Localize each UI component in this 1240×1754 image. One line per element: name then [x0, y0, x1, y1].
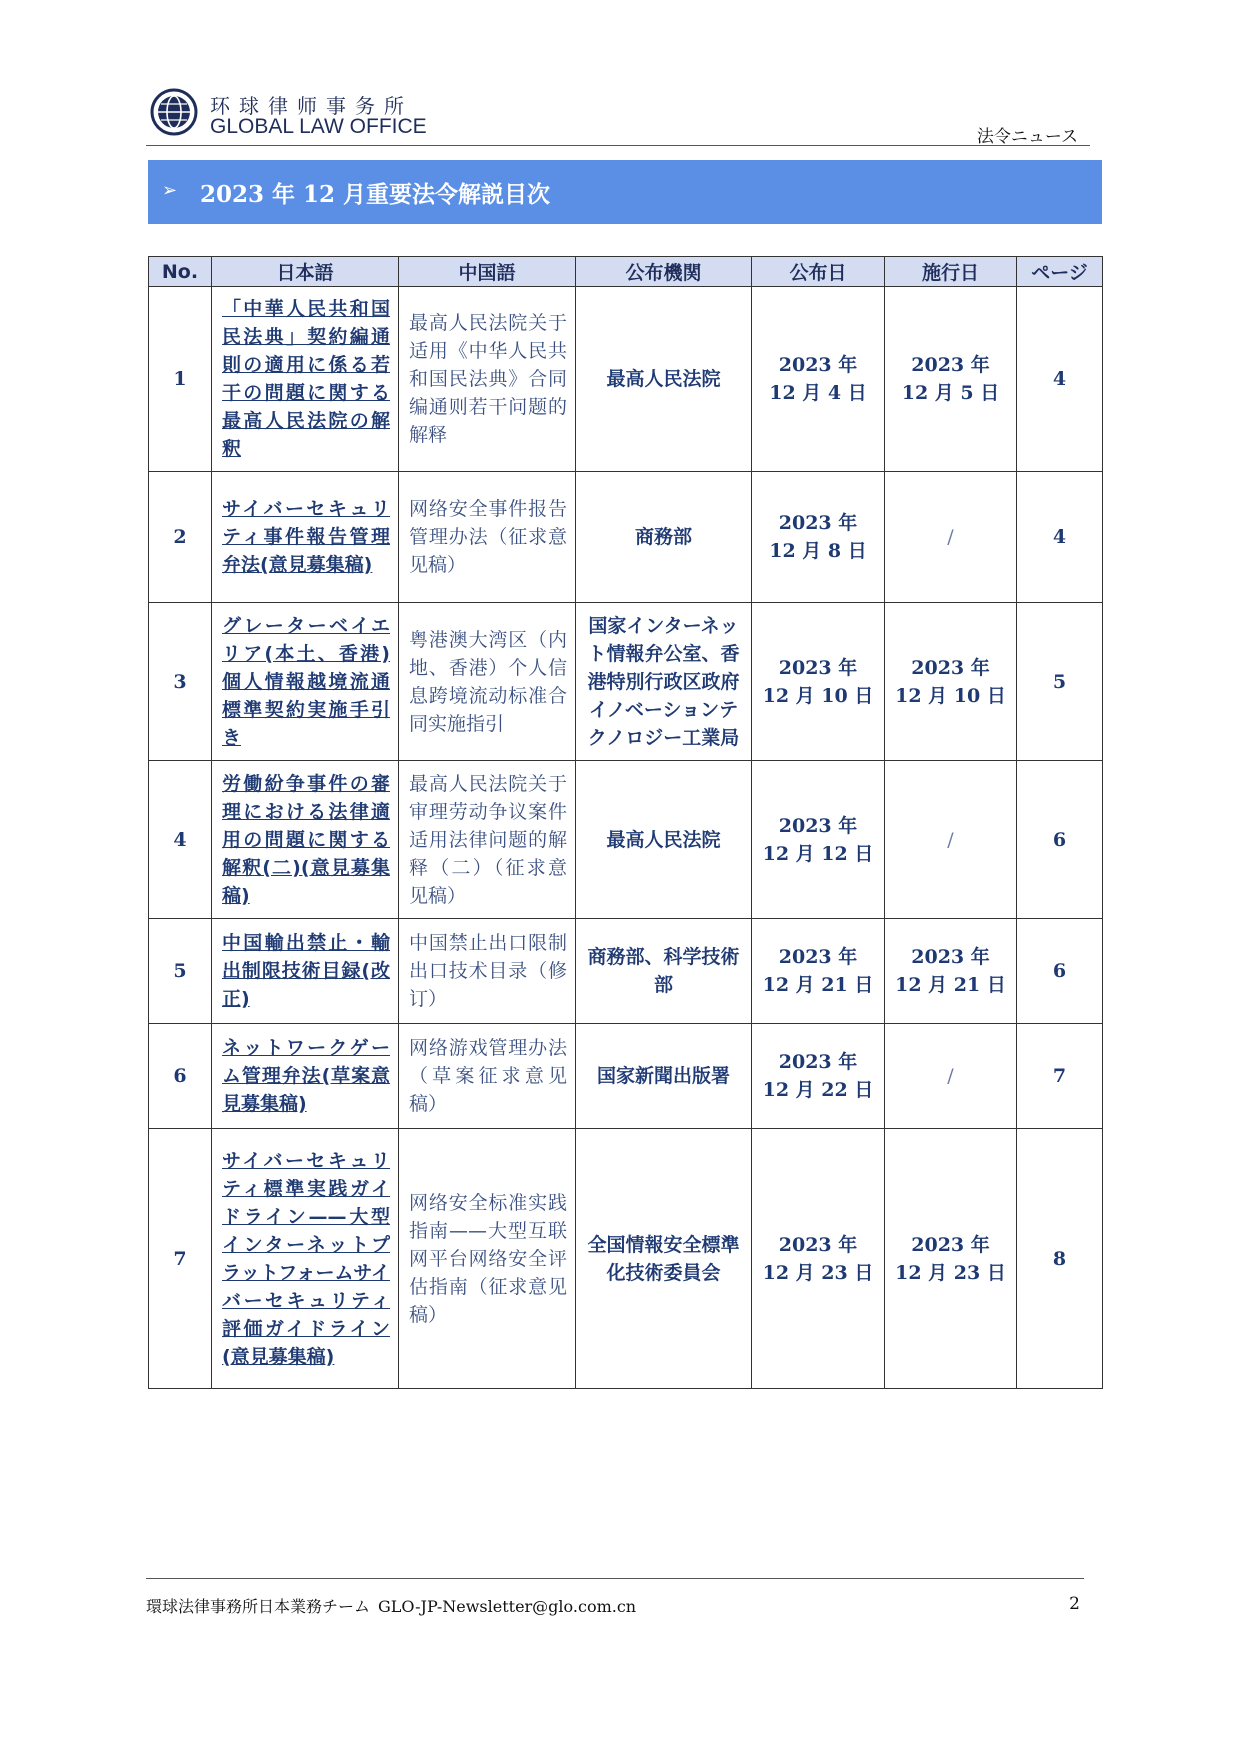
authority: 商務部 [576, 472, 752, 603]
footer-email[interactable]: GLO-JP-Newsletter@glo.com.cn [378, 1597, 637, 1616]
row-number: 1 [149, 287, 212, 472]
table-row [149, 603, 1103, 761]
header-no: No. [149, 257, 212, 287]
authority: 商務部、科学技術部 [576, 919, 752, 1024]
header-chinese: 中国語 [399, 257, 576, 287]
publish-date: 2023 年 12 月 21 日 [752, 919, 885, 1024]
japanese-title-link[interactable]: サイバーセキュリティ標準実践ガイドライン——大型インターネットプラットフォームサイバーセキュリティ評価ガイドライン(意見募集稿) [212, 1129, 399, 1389]
section-title: 2023 年 12 月重要法令解説目次 [200, 181, 551, 208]
globe-logo-icon [150, 88, 198, 136]
footer-page-number: 2 [1069, 1594, 1080, 1614]
table-row [149, 761, 1103, 919]
header-page: ページ [1017, 257, 1103, 287]
header-japanese: 日本語 [212, 257, 399, 287]
effective-date: 2023 年 12 月 21 日 [885, 919, 1017, 1024]
header-authority: 公布機関 [576, 257, 752, 287]
publish-date: 2023 年 12 月 12 日 [752, 761, 885, 919]
chinese-title: 网络安全事件报告管理办法（征求意见稿） [399, 472, 576, 603]
effective-date: / [885, 761, 1017, 919]
table-row [149, 919, 1103, 1024]
chinese-title: 最高人民法院关于适用《中华人民共和国民法典》合同编通则若干问题的解释 [399, 287, 576, 472]
page-number: 5 [1017, 603, 1103, 761]
japanese-title-link[interactable]: グレーターベイエリア(本土、香港)個人情報越境流通標準契約実施手引き [212, 603, 399, 761]
japanese-title-link[interactable]: サイバーセキュリティ事件報告管理弁法(意見募集稿) [212, 472, 399, 603]
publish-date: 2023 年 12 月 8 日 [752, 472, 885, 603]
section-banner [148, 160, 1102, 224]
table-row [149, 472, 1103, 603]
publish-date: 2023 年 12 月 4 日 [752, 287, 885, 472]
effective-date: 2023 年 12 月 5 日 [885, 287, 1017, 472]
contents-table [148, 256, 1103, 1389]
japanese-title-link[interactable]: 「中華人民共和国民法典」契約編通則の適用に係る若干の問題に関する最高人民法院の解釈 [212, 287, 399, 472]
footer-team-name: 環球法律事務所日本業務チーム [146, 1597, 371, 1616]
authority: 全国情報安全標準化技術委員会 [576, 1129, 752, 1389]
page-number: 8 [1017, 1129, 1103, 1389]
effective-date: 2023 年 12 月 23 日 [885, 1129, 1017, 1389]
row-number: 4 [149, 761, 212, 919]
arrow-bullet-icon: ➢ [162, 180, 178, 201]
row-number: 3 [149, 603, 212, 761]
publish-date: 2023 年 12 月 23 日 [752, 1129, 885, 1389]
effective-date: 2023 年 12 月 10 日 [885, 603, 1017, 761]
row-number: 6 [149, 1024, 212, 1129]
newsletter-label: 法令ニュース [976, 127, 1078, 147]
japanese-title-link[interactable]: ネットワークゲーム管理弁法(草案意見募集稿) [212, 1024, 399, 1129]
japanese-title-link[interactable]: 労働紛争事件の審理における法律適用の問題に関する解釈(二)(意見募集稿) [212, 761, 399, 919]
chinese-title: 最高人民法院关于审理劳动争议案件适用法律问题的解释（二）（征求意见稿） [399, 761, 576, 919]
table-row [149, 1129, 1103, 1389]
table-row [149, 1024, 1103, 1129]
footer-divider [146, 1578, 1084, 1579]
row-number: 7 [149, 1129, 212, 1389]
authority: 国家インターネット情報弁公室、香港特別行政区政府イノベーションテクノロジー工業局 [576, 603, 752, 761]
publish-date: 2023 年 12 月 22 日 [752, 1024, 885, 1129]
header-effective-date: 施行日 [885, 257, 1017, 287]
chinese-title: 中国禁止出口限制出口技术目录（修订） [399, 919, 576, 1024]
authority: 国家新聞出版署 [576, 1024, 752, 1129]
page-number: 7 [1017, 1024, 1103, 1129]
authority: 最高人民法院 [576, 287, 752, 472]
page-number: 4 [1017, 472, 1103, 603]
authority: 最高人民法院 [576, 761, 752, 919]
effective-date: / [885, 1024, 1017, 1129]
publish-date: 2023 年 12 月 10 日 [752, 603, 885, 761]
chinese-title: 网络安全标准实践指南——大型互联网平台网络安全评估指南（征求意见稿） [399, 1129, 576, 1389]
row-number: 2 [149, 472, 212, 603]
footer-contact [146, 1594, 636, 1617]
page-number: 6 [1017, 761, 1103, 919]
page-header [146, 84, 1090, 146]
chinese-title: 网络游戏管理办法（草案征求意见稿） [399, 1024, 576, 1129]
logo-chinese-name: 环球律师事务所 [210, 94, 413, 118]
header-publish-date: 公布日 [752, 257, 885, 287]
japanese-title-link[interactable]: 中国輸出禁止・輸出制限技術目録(改正) [212, 919, 399, 1024]
table-header-row [149, 257, 1103, 287]
page-number: 4 [1017, 287, 1103, 472]
chinese-title: 粤港澳大湾区（内地、香港）个人信息跨境流动标准合同实施指引 [399, 603, 576, 761]
effective-date: / [885, 472, 1017, 603]
table-row [149, 287, 1103, 472]
row-number: 5 [149, 919, 212, 1024]
page-number: 6 [1017, 919, 1103, 1024]
logo-english-name: GLOBAL LAW OFFICE [210, 115, 427, 138]
